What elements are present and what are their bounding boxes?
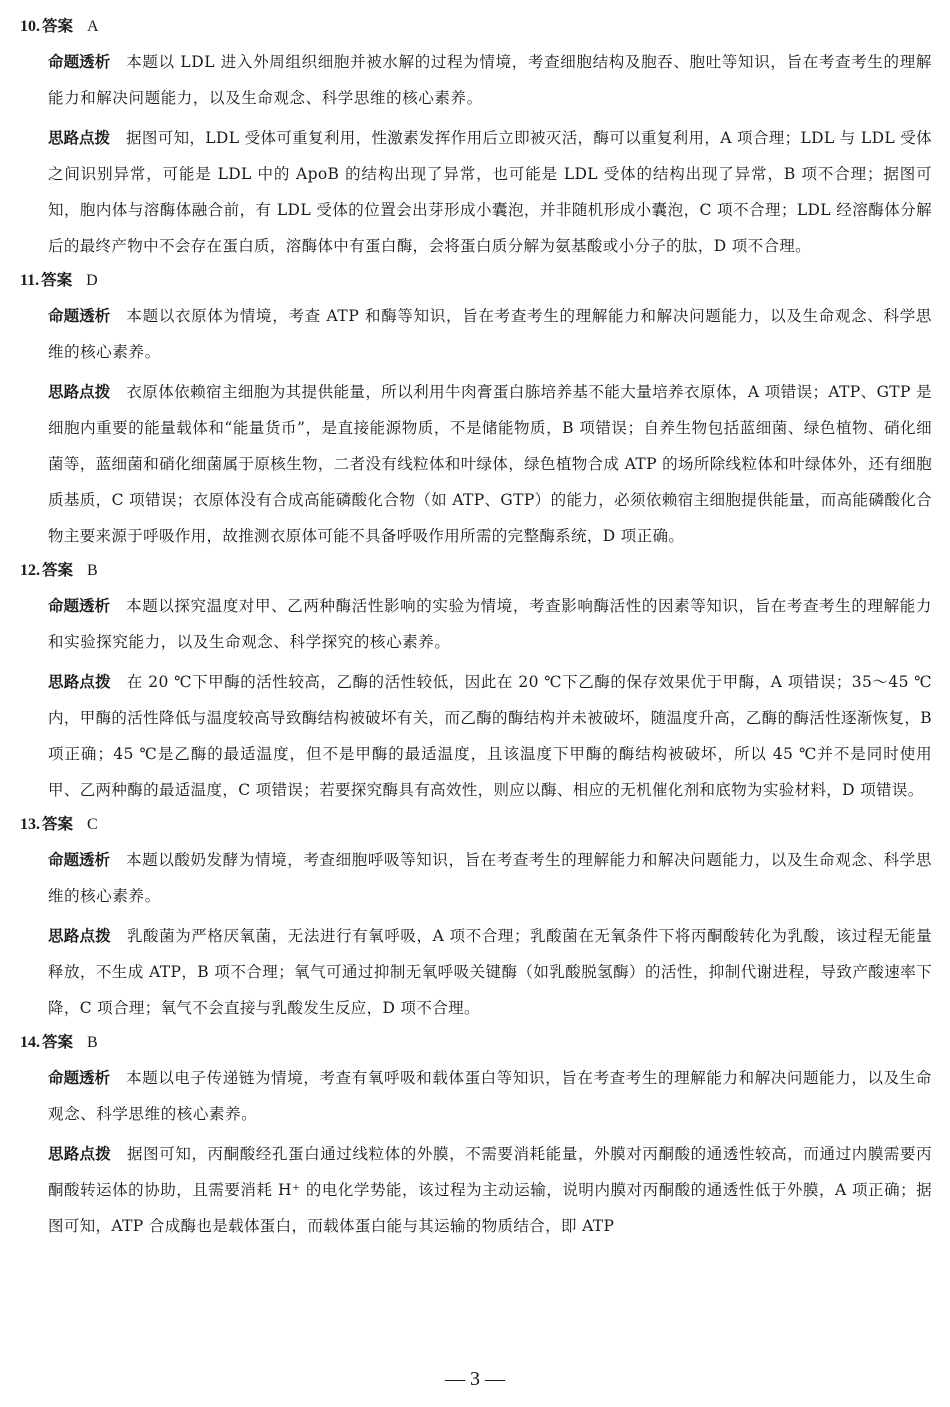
section-text: 乳酸菌为严格厌氧菌，无法进行有氧呼吸，A 项不合理；乳酸菌在无氧条件下将丙酮酸转化为乳酸，该过程无能量释放，不生成 ATP，B 项不合理；氧气可通过抑制无氧呼吸关键酶（如乳酸脱氢酶）的活性，抑制代谢进程，导致产酸速率下降，C 项合理；氧气不会直接与乳酸发生反应，D 项不合理。 — [48, 927, 932, 1017]
solution-paragraph — [20, 374, 932, 554]
answer-label: 答案 — [42, 1033, 74, 1051]
analysis-paragraph — [20, 842, 932, 914]
section-text: 据图可知，丙酮酸经孔蛋白通过线粒体的外膜，不需要消耗能量，外膜对丙酮酸的通透性较高，而通过内膜需要丙酮酸转运体的协助，且需要消耗 H⁺ 的电化学势能，该过程为主动运输，说明内膜对丙酮酸的通透性低于外膜，A 项正确；据图可知，ATP 合成酶也是载体蛋白，而载体蛋白能与其运输的物质结合，即 ATP — [48, 1145, 932, 1235]
section-label: 思路点拨 — [48, 927, 111, 945]
section-text: 本题以探究温度对甲、乙两种酶活性影响的实验为情境，考查影响酶活性的因素等知识，旨在考查考生的理解能力和实验探究能力，以及生命观念、科学探究的核心素养。 — [48, 597, 932, 651]
answer-value: C — [87, 816, 98, 833]
solution-paragraph — [20, 918, 932, 1026]
answer-value: B — [87, 1034, 98, 1051]
section-text: 本题以 LDL 进入外周组织细胞并被水解的过程为情境，考查细胞结构及胞吞、胞吐等知识，旨在考查考生的理解能力和解决问题能力，以及生命观念、科学思维的核心素养。 — [48, 53, 932, 107]
analysis-paragraph — [20, 588, 932, 660]
section-label: 思路点拨 — [48, 1145, 112, 1163]
section-label: 命题透析 — [48, 307, 111, 325]
answer-value: B — [87, 562, 98, 579]
question-11 — [20, 268, 932, 554]
section-text: 本题以衣原体为情境，考查 ATP 和酶等知识，旨在考查考生的理解能力和解决问题能力，以及生命观念、科学思维的核心素养。 — [48, 307, 932, 361]
section-label: 命题透析 — [48, 851, 111, 869]
section-text: 本题以电子传递链为情境，考查有氧呼吸和载体蛋白等知识，旨在考查考生的理解能力和解决问题能力，以及生命观念、科学思维的核心素养。 — [48, 1069, 932, 1123]
solution-paragraph — [20, 120, 932, 264]
section-label: 命题透析 — [48, 53, 111, 71]
question-14 — [20, 1030, 932, 1244]
section-text: 本题以酸奶发酵为情境，考查细胞呼吸等知识，旨在考查考生的理解能力和解决问题能力，以及生命观念、科学思维的核心素养。 — [48, 851, 932, 905]
question-number: 11. — [20, 272, 40, 289]
question-header — [20, 812, 932, 836]
question-header — [20, 558, 932, 582]
analysis-paragraph — [20, 1060, 932, 1132]
question-12 — [20, 558, 932, 808]
answer-label: 答案 — [42, 17, 74, 35]
answer-label: 答案 — [41, 271, 73, 289]
question-header — [20, 14, 932, 38]
answer-value: D — [86, 272, 98, 289]
section-text: 据图可知，LDL 受体可重复利用，性激素发挥作用后立即被灭活，酶可以重复利用，A 项合理；LDL 与 LDL 受体之间识别异常，可能是 LDL 中的 ApoB 的结构出现了异常，也可能是 LDL 受体的结构出现了异常，B 项不合理；据图可知，胞内体与溶酶体融合前，有 LDL 受体的位置会出芽形成小囊泡，并非随机形成小囊泡，C 项不合理；LDL 经溶酶体分解后的最终产物中不会存在蛋白质，溶酶体中有蛋白酶，会将蛋白质分解为氨基酸或小分子的肽，D 项不合理。 — [48, 129, 932, 255]
question-number: 13. — [20, 816, 40, 833]
section-label: 思路点拨 — [48, 383, 111, 401]
section-label: 命题透析 — [48, 597, 111, 615]
question-number: 14. — [20, 1034, 40, 1051]
answer-page — [20, 14, 932, 1248]
section-text: 衣原体依赖宿主细胞为其提供能量，所以利用牛肉膏蛋白胨培养基不能大量培养衣原体，A 项错误；ATP、GTP 是细胞内重要的能量载体和“能量货币”，是直接能源物质，不是储能物质，B 项错误；自养生物包括蓝细菌、绿色植物、硝化细菌等，蓝细菌和硝化细菌属于原核生物，二者没有线粒体和叶绿体，绿色植物合成 ATP 的场所除线粒体和叶绿体外，还有细胞质基质，C 项错误；衣原体没有合成高能磷酸化合物（如 ATP、GTP）的能力，必须依赖宿主细胞提供能量，而高能磷酸化合物主要来源于呼吸作用，故推测衣原体可能不具备呼吸作用所需的完整酶系统，D 项正确。 — [48, 383, 932, 545]
question-header — [20, 1030, 932, 1054]
question-number: 12. — [20, 562, 40, 579]
analysis-paragraph — [20, 44, 932, 116]
answer-label: 答案 — [42, 815, 74, 833]
section-label: 思路点拨 — [48, 673, 111, 691]
solution-paragraph — [20, 1136, 932, 1244]
section-label: 思路点拨 — [48, 129, 111, 147]
question-10 — [20, 14, 932, 264]
section-text: 在 20 ℃下甲酶的活性较高，乙酶的活性较低，因此在 20 ℃下乙酶的保存效果优于甲酶，A 项错误；35～45 ℃内，甲酶的活性降低与温度较高导致酶结构被破坏有关，而乙酶的酶结构并未被破坏，随温度升高，乙酶的酶活性逐渐恢复，B 项正确；45 ℃是乙酶的最适温度，但不是甲酶的最适温度，且该温度下甲酶的酶结构被破坏，所以 45 ℃并不是同时使用甲、乙两种酶的最适温度，C 项错误；若要探究酶具有高效性，则应以酶、相应的无机催化剂和底物为实验材料，D 项错误。 — [48, 673, 932, 799]
section-label: 命题透析 — [48, 1069, 111, 1087]
question-number: 10. — [20, 18, 40, 35]
question-13 — [20, 812, 932, 1026]
answer-value: A — [87, 18, 99, 35]
page-number: — 3 — — [445, 1368, 505, 1390]
answer-label: 答案 — [42, 561, 74, 579]
solution-paragraph — [20, 664, 932, 808]
question-header — [20, 268, 932, 292]
analysis-paragraph — [20, 298, 932, 370]
